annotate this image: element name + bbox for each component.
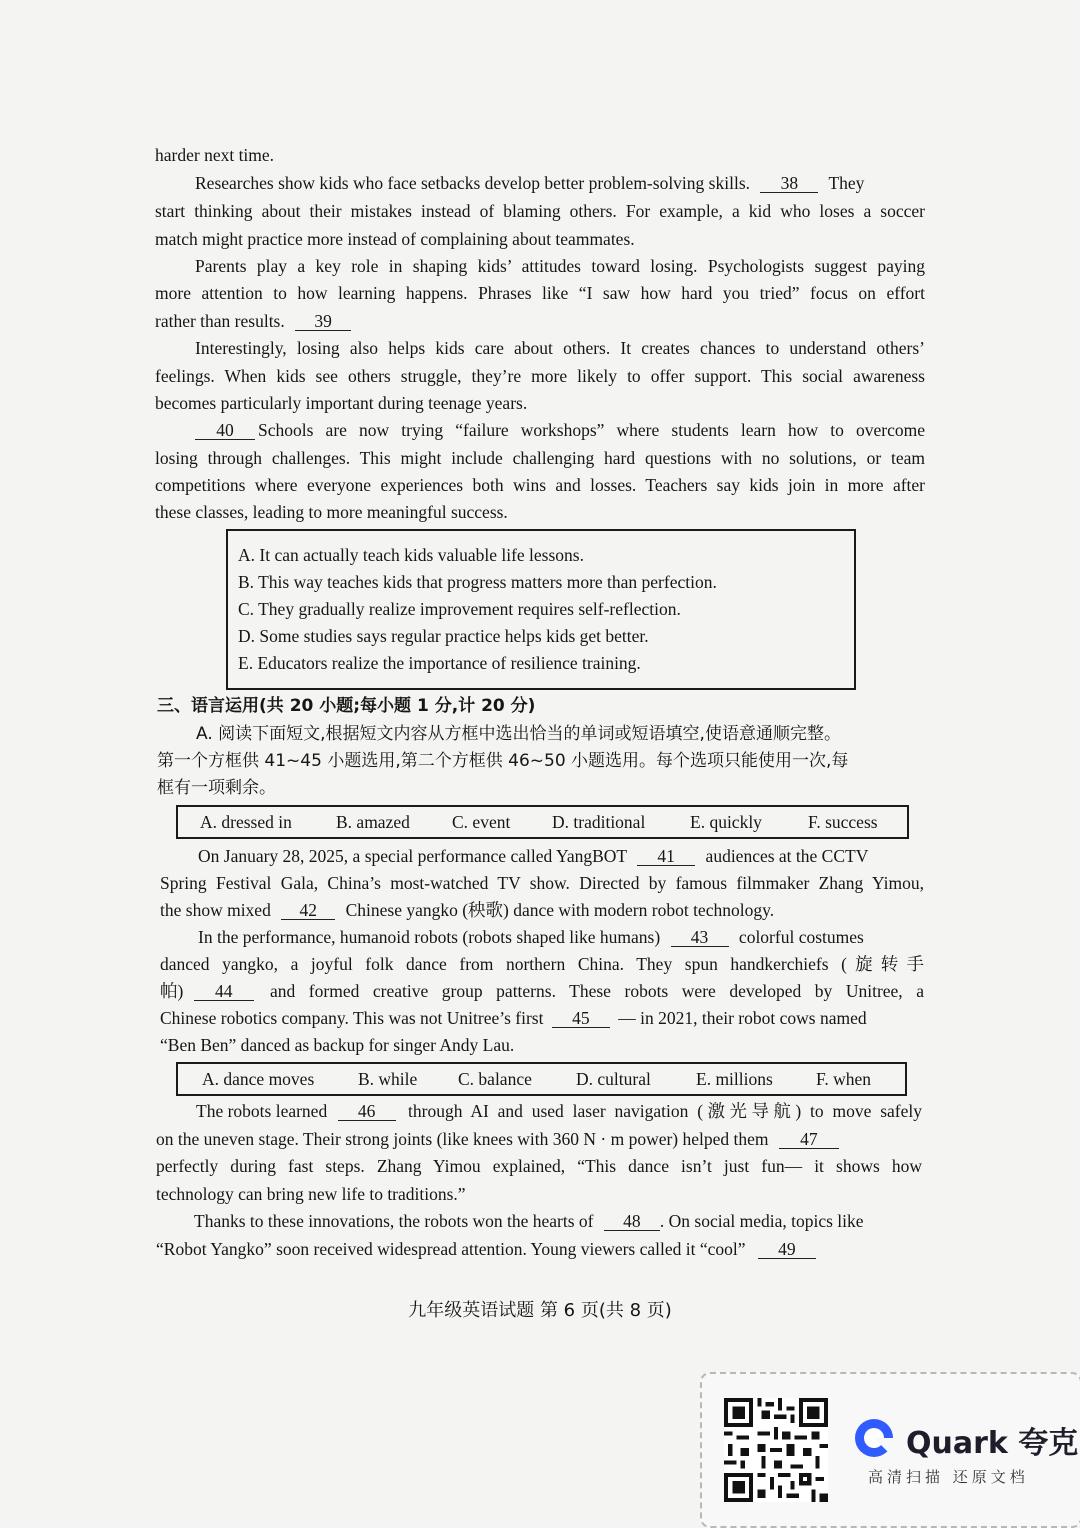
blank-38: 38: [760, 174, 818, 193]
text-line: perfectly during fast steps. Zhang Yimou explained, “This dance isn’t just fun— it shows how: [156, 1156, 922, 1176]
text-line: and formed creative group patterns. These robots were developed by Unitree, a: [270, 981, 924, 1001]
word-option: B. amazed: [336, 812, 410, 832]
sentence: 帕): [160, 981, 184, 1001]
instruction-line: 第一个方框供 41~45 小题选用,第二个方框供 46~50 小题选用。每个选项只能使用一次,每: [157, 751, 849, 771]
text-line: these classes, leading to more meaningful success.: [155, 502, 508, 522]
sentence: . On social media, topics like: [659, 1211, 864, 1231]
sentence: colorful costumes: [738, 927, 864, 947]
page-footer: 九年级英语试题 第 6 页(共 8 页): [408, 1300, 672, 1321]
sentence: the show mixed: [160, 900, 271, 920]
text-line: start thinking about their mistakes instead of blaming others. For example, a kid who loses a soccer: [155, 201, 925, 221]
blank-42: 42: [281, 901, 335, 920]
text-line: competitions where everyone experiences both wins and losses. Teachers say kids join in more after: [155, 475, 925, 495]
word-box-2: [176, 1062, 907, 1096]
sentence: Researches show kids who face setbacks develop better problem-solving skills.: [195, 173, 751, 193]
text-line: through AI and used laser navigation (激光导航) to move safely: [408, 1101, 922, 1121]
word-option: E. millions: [696, 1069, 773, 1089]
text-line: [198, 845, 868, 867]
text-line: [198, 926, 864, 948]
quark-watermark: [700, 1372, 1080, 1528]
word-option: B. while: [358, 1069, 418, 1089]
text-line: technology can bring new life to traditions.”: [156, 1184, 466, 1204]
sentence: — in 2021, their robot cows named: [618, 1008, 867, 1028]
blank-43: 43: [671, 928, 729, 947]
quark-brand-name: Quark 夸克: [906, 1426, 1079, 1461]
word-option: E. quickly: [690, 812, 762, 832]
text-line: [195, 419, 255, 441]
text-line: more attention to how learning happens. Phrases like “I saw how hard you tried” focus on effort: [155, 283, 925, 303]
sentence: In the performance, humanoid robots (robots shaped like humans): [198, 927, 661, 947]
text-line: [195, 172, 864, 194]
instruction-line: 框有一项剩余。: [157, 778, 276, 798]
blank-44: 44: [194, 982, 254, 1001]
text-line: “Ben Ben” danced as backup for singer Andy Lau.: [160, 1035, 515, 1055]
word-option: A. dressed in: [200, 812, 292, 832]
sentence: The robots learned: [196, 1101, 328, 1121]
sentence: Chinese robotics company. This was not Unitree’s first: [160, 1008, 544, 1028]
blank-49: 49: [758, 1240, 816, 1259]
text-line: [196, 1100, 402, 1122]
text-line: [156, 1128, 839, 1150]
word-option: D. cultural: [576, 1069, 651, 1089]
sentence: on the uneven stage. Their strong joints (like knees with 360 N · m power) helped them: [156, 1129, 769, 1149]
word-option: D. traditional: [552, 812, 646, 832]
option-b: B. This way teaches kids that progress matters more than perfection.: [238, 572, 717, 592]
option-c: C. They gradually realize improvement requires self-reflection.: [238, 599, 681, 619]
text-line: feelings. When kids see others struggle, they’re more likely to offer support. This social awareness: [155, 366, 925, 386]
text-line: Schools are now trying “failure workshops” where students learn how to overcome: [258, 420, 925, 440]
option-d: D. Some studies says regular practice helps kids get better.: [238, 626, 649, 646]
sentence: rather than results.: [155, 311, 285, 331]
options-box: [226, 529, 856, 690]
blank-48: 48: [604, 1212, 660, 1231]
text-line: [155, 310, 351, 332]
text-line: [160, 1007, 867, 1029]
text-line: harder next time.: [155, 145, 275, 165]
option-e: E. Educators realize the importance of resilience training.: [238, 653, 641, 673]
quark-logo-icon: [852, 1416, 896, 1460]
text-line: [194, 1210, 864, 1232]
text-line: danced yangko, a joyful folk dance from northern China. They spun handkerchiefs (旋转手: [160, 954, 924, 974]
quark-subtitle: 高清扫描 还原文档: [868, 1468, 1029, 1486]
text-line: Interestingly, losing also helps kids care about others. It creates chances to understand others’: [195, 338, 925, 358]
sentence: Thanks to these innovations, the robots won the hearts of: [194, 1211, 594, 1231]
sentence: audiences at the CCTV: [705, 846, 869, 866]
blank-41: 41: [637, 847, 695, 866]
sentence: On January 28, 2025, a special performance called YangBOT: [198, 846, 627, 866]
qr-code-icon: [724, 1398, 828, 1502]
text-line: Spring Festival Gala, China’s most-watched TV show. Directed by famous filmmaker Zhang Yimou,: [160, 873, 924, 893]
word-box-1: [176, 805, 909, 839]
sentence: “Robot Yangko” soon received widespread attention. Young viewers called it “cool”: [156, 1239, 746, 1259]
sentence: Chinese yangko (秧歌) dance with modern robot technology.: [345, 900, 775, 920]
sentence: They: [828, 173, 865, 193]
instruction-line: A. 阅读下面短文,根据短文内容从方框中选出恰当的单词或短语填空,使语意通顺完整。: [196, 724, 841, 744]
word-option: A. dance moves: [202, 1069, 315, 1089]
blank-39: 39: [295, 312, 351, 331]
word-option: C. balance: [458, 1069, 532, 1089]
text-line: Parents play a key role in shaping kids’ attitudes toward losing. Psychologists suggest paying: [195, 256, 925, 276]
text-line: [160, 980, 260, 1002]
option-a: A. It can actually teach kids valuable life lessons.: [238, 545, 584, 565]
text-line: [156, 1238, 816, 1260]
blank-45: 45: [552, 1009, 610, 1028]
section-heading: 三、语言运用(共 20 小题;每小题 1 分,计 20 分): [157, 696, 536, 716]
text-line: becomes particularly important during teenage years.: [155, 393, 528, 413]
text-line: match might practice more instead of complaining about teammates.: [155, 229, 635, 249]
text-line: [160, 899, 774, 921]
blank-40: 40: [195, 421, 255, 440]
word-option: F. when: [816, 1069, 871, 1089]
blank-47: 47: [779, 1130, 839, 1149]
blank-46: 46: [338, 1102, 396, 1121]
text-line: losing through challenges. This might include challenging hard questions with no solutions, or team: [155, 448, 925, 468]
word-option: C. event: [452, 812, 511, 832]
word-option: F. success: [808, 812, 878, 832]
